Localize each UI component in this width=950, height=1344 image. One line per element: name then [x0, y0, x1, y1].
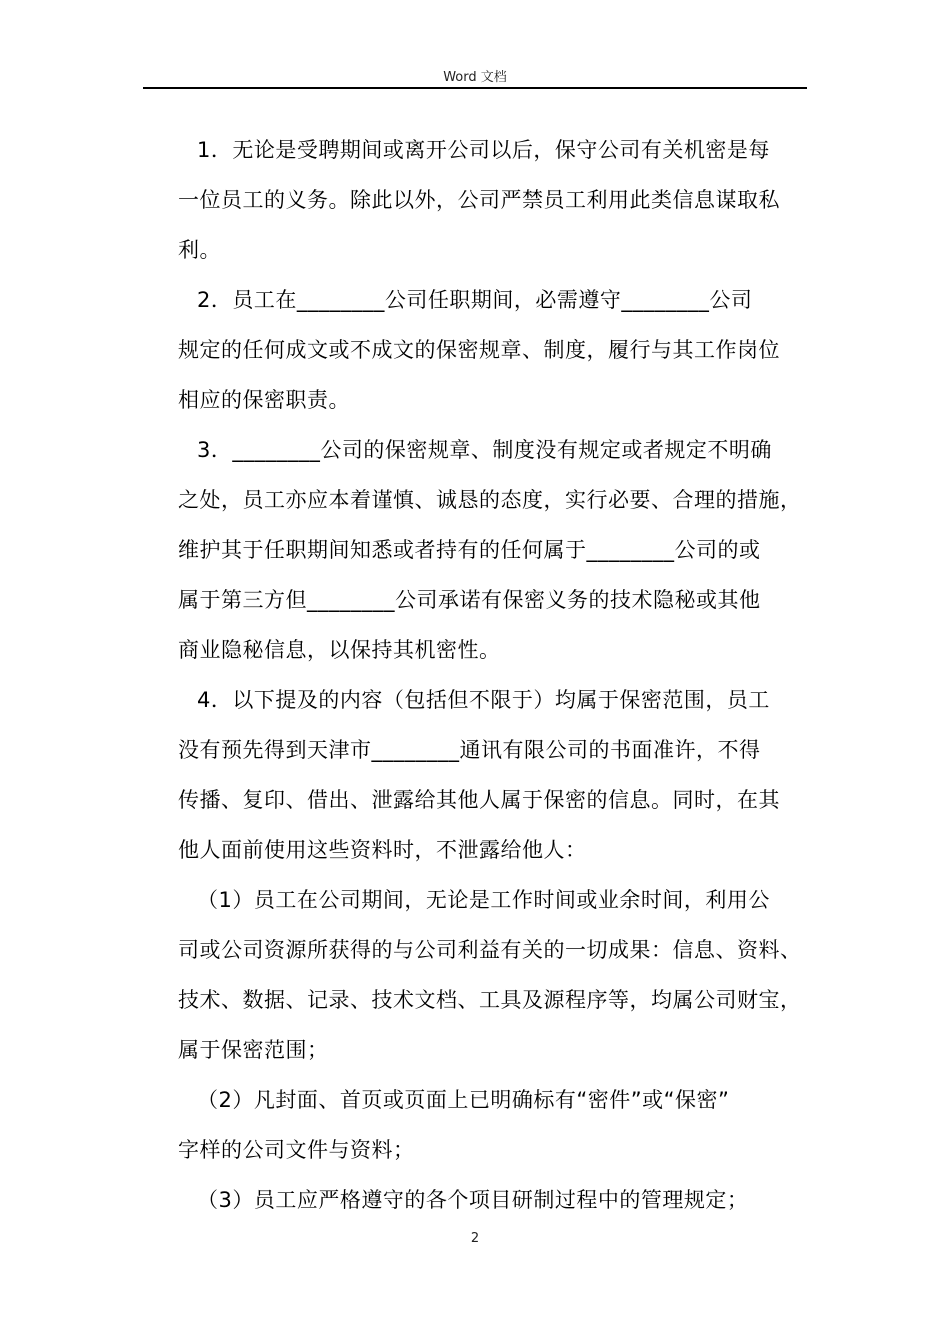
body-line: 维护其于任职期间知悉或者持有的任何属于________公司的或	[178, 538, 761, 562]
body-line: 没有预先得到天津市________通讯有限公司的书面准许，不得	[178, 738, 761, 762]
body-line: 他人面前使用这些资料时，不泄露给他人：	[178, 838, 587, 862]
page-number: 2	[470, 1231, 480, 1246]
body-line: 2．员工在________公司任职期间，必需遵守________公司	[197, 288, 753, 312]
body-line: 属于第三方但________公司承诺有保密义务的技术隐秘或其他	[178, 588, 761, 612]
body-line: 技术、数据、记录、技术文档、工具及源程序等，均属公司财宝，	[178, 988, 802, 1012]
body-line: 属于保密范围；	[178, 1038, 329, 1062]
body-line: 一位员工的义务。除此以外，公司严禁员工利用此类信息谋取私	[178, 188, 780, 212]
body-line: 之处，员工亦应本着谨慎、诚恳的态度，实行必要、合理的措施，	[178, 488, 802, 512]
body-line: 商业隐秘信息，以保持其机密性。	[178, 638, 501, 662]
body-line: （2）凡封面、首页或页面上已明确标有“密件”或“保密”	[197, 1088, 730, 1112]
body-line: 字样的公司文件与资料；	[178, 1138, 415, 1162]
body-line: 传播、复印、借出、泄露给其他人属于保密的信息。同时，在其	[178, 788, 780, 812]
body-line: 规定的任何成文或不成文的保密规章、制度，履行与其工作岗位	[178, 338, 780, 362]
page-header: Word 文档	[443, 70, 507, 85]
body-line: （3）员工应严格遵守的各个项目研制过程中的管理规定；	[197, 1188, 749, 1212]
body-line: 利。	[178, 238, 221, 262]
header-rule	[143, 87, 807, 89]
body-line: 4．以下提及的内容（包括但不限于）均属于保密范围，员工	[197, 688, 770, 712]
body-line: 相应的保密职责。	[178, 388, 350, 412]
body-line: 司或公司资源所获得的与公司利益有关的一切成果：信息、资料、	[178, 938, 802, 962]
body-line: 3．________公司的保密规章、制度没有规定或者规定不明确	[197, 438, 772, 462]
body-line: （1）员工在公司期间，无论是工作时间或业余时间，利用公	[197, 888, 770, 912]
body-line: 1．无论是受聘期间或离开公司以后，保守公司有关机密是每	[197, 138, 770, 162]
